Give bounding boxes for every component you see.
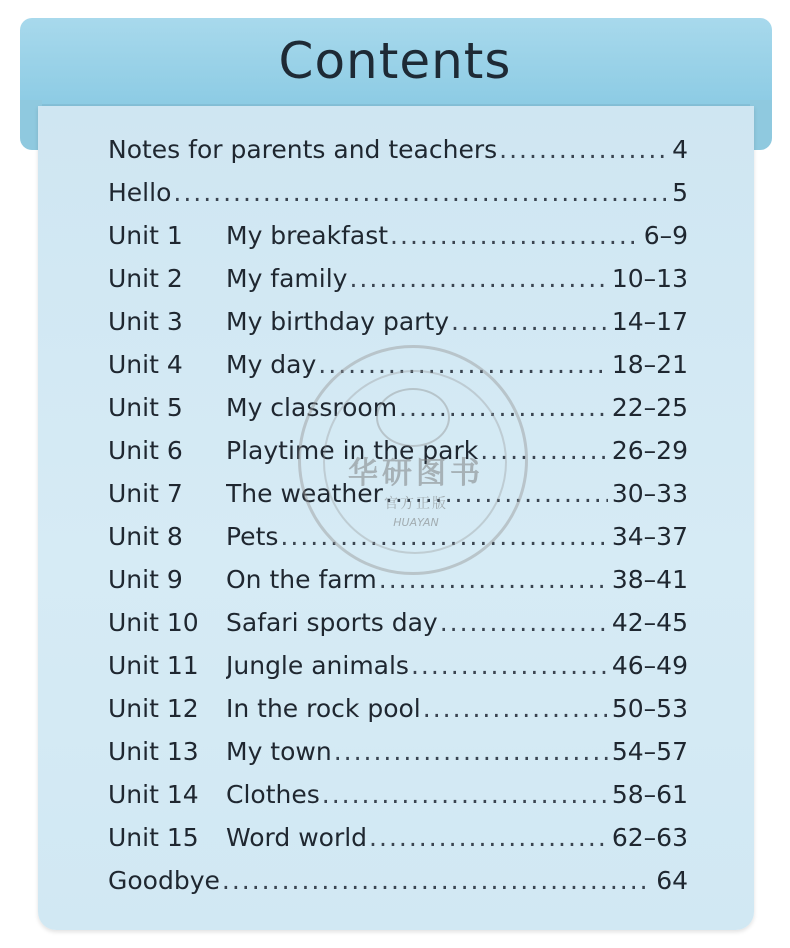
unit-entry[interactable] xyxy=(108,259,688,302)
entry-pages: 64 xyxy=(656,866,688,895)
unit-title-cell xyxy=(226,216,688,256)
unit-title: My classroom xyxy=(226,393,398,422)
unit-pages: 6–9 xyxy=(643,221,688,250)
entry-pages: 4 xyxy=(672,135,688,164)
entry-pages: 5 xyxy=(672,178,688,207)
unit-title-cell xyxy=(226,775,688,815)
unit-number: Unit 9 xyxy=(108,565,183,594)
unit-title: My family xyxy=(226,264,348,293)
unit-number: Unit 10 xyxy=(108,608,199,637)
unit-number: Unit 3 xyxy=(108,307,183,336)
unit-entry[interactable] xyxy=(108,818,688,861)
unit-entry[interactable] xyxy=(108,646,688,689)
page-title: Contents xyxy=(278,32,512,90)
unit-title: Pets xyxy=(226,522,279,551)
unit-title: My town xyxy=(226,737,332,766)
dot-leader xyxy=(173,173,668,213)
unit-title-cell xyxy=(226,603,688,643)
unit-pages: 46–49 xyxy=(611,651,688,680)
dot-leader xyxy=(440,603,608,643)
unit-pages: 18–21 xyxy=(611,350,688,379)
dot-leader xyxy=(322,775,608,815)
unit-entry[interactable] xyxy=(108,302,688,345)
unit-title-cell xyxy=(226,302,688,342)
unit-pages: 22–25 xyxy=(611,393,688,422)
unit-title: Playtime in the park xyxy=(226,436,479,465)
unit-entry[interactable] xyxy=(108,775,688,818)
unit-number: Unit 1 xyxy=(108,221,183,250)
unit-title: On the farm xyxy=(226,565,377,594)
unit-pages: 34–37 xyxy=(611,522,688,551)
unit-title: Clothes xyxy=(226,780,320,809)
unit-title: In the rock pool xyxy=(226,694,421,723)
contents-entry[interactable] xyxy=(108,130,688,173)
unit-pages: 54–57 xyxy=(611,737,688,766)
unit-title-cell xyxy=(226,689,688,729)
contents-entry[interactable] xyxy=(108,861,688,904)
unit-pages: 26–29 xyxy=(611,436,688,465)
entry-label: Notes for parents and teachers xyxy=(108,135,498,164)
watermark-brand: 华研图书 xyxy=(348,456,484,491)
dot-leader xyxy=(334,732,608,772)
unit-pages: 58–61 xyxy=(611,780,688,809)
unit-entry[interactable] xyxy=(108,732,688,775)
unit-title: Safari sports day xyxy=(226,608,438,637)
unit-number: Unit 15 xyxy=(108,823,199,852)
unit-title: Word world xyxy=(226,823,368,852)
dot-leader xyxy=(451,302,608,342)
unit-title: The weather xyxy=(226,479,383,508)
unit-title: My birthday party xyxy=(226,307,450,336)
dot-leader xyxy=(349,259,607,299)
contents-entry[interactable] xyxy=(108,173,688,216)
watermark-en: HUAYAN xyxy=(393,516,439,529)
dot-leader xyxy=(369,818,608,858)
unit-pages: 50–53 xyxy=(611,694,688,723)
unit-entry[interactable] xyxy=(108,603,688,646)
unit-pages: 30–33 xyxy=(611,479,688,508)
unit-title-cell xyxy=(226,259,688,299)
unit-number: Unit 11 xyxy=(108,651,199,680)
unit-number: Unit 8 xyxy=(108,522,183,551)
unit-pages: 10–13 xyxy=(611,264,688,293)
unit-number: Unit 4 xyxy=(108,350,183,379)
dot-leader xyxy=(411,646,608,686)
dot-leader xyxy=(390,216,640,256)
dot-leader xyxy=(423,689,608,729)
entry-label: Hello xyxy=(108,178,172,207)
entry-label: Goodbye xyxy=(108,866,220,895)
watermark-official: 官方正版 xyxy=(384,496,448,512)
unit-title: Jungle animals xyxy=(226,651,409,680)
unit-title: My breakfast xyxy=(226,221,389,250)
unit-number: Unit 14 xyxy=(108,780,199,809)
watermark-mascot-icon xyxy=(376,388,450,447)
unit-entry[interactable] xyxy=(108,216,688,259)
watermark-seal xyxy=(298,345,528,575)
unit-entry[interactable] xyxy=(108,689,688,732)
dot-leader xyxy=(499,130,668,170)
unit-number: Unit 6 xyxy=(108,436,183,465)
unit-pages: 62–63 xyxy=(611,823,688,852)
unit-number: Unit 13 xyxy=(108,737,199,766)
unit-pages: 14–17 xyxy=(611,307,688,336)
dot-leader xyxy=(222,861,652,901)
unit-number: Unit 2 xyxy=(108,264,183,293)
unit-number: Unit 5 xyxy=(108,393,183,422)
unit-number: Unit 12 xyxy=(108,694,199,723)
unit-title-cell xyxy=(226,732,688,772)
unit-number: Unit 7 xyxy=(108,479,183,508)
unit-pages: 42–45 xyxy=(611,608,688,637)
unit-pages: 38–41 xyxy=(611,565,688,594)
unit-title-cell xyxy=(226,818,688,858)
unit-title: My day xyxy=(226,350,317,379)
unit-title-cell xyxy=(226,646,688,686)
